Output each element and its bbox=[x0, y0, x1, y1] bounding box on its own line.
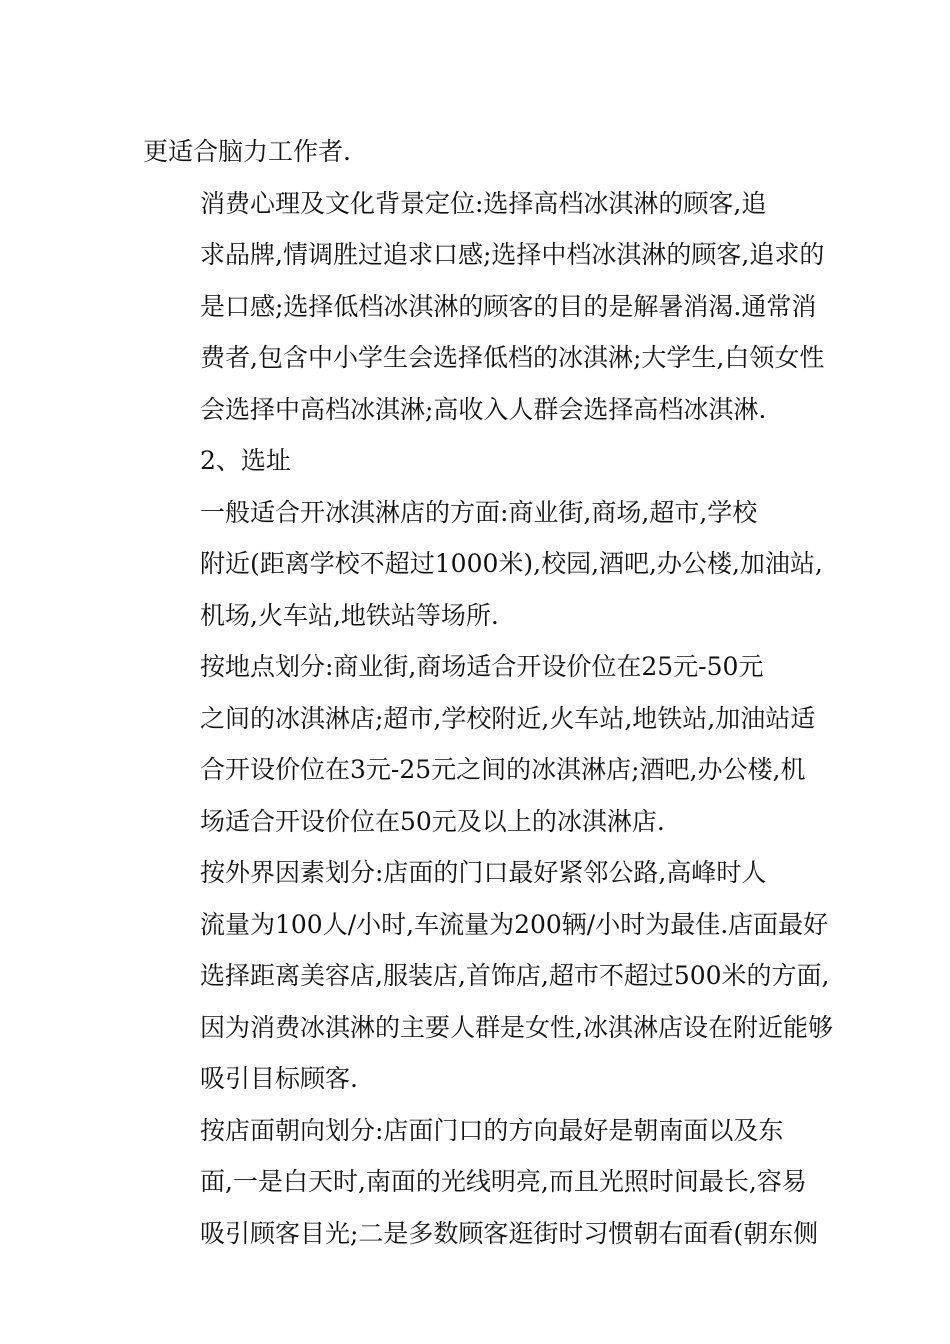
text-line: 流量为100人/小时,车流量为200辆/小时为最佳.店面最好 bbox=[200, 909, 829, 939]
paragraph-external-factors bbox=[143, 847, 833, 1105]
text-line: 合开设价位在3元-25元之间的冰淇淋店;酒吧,办公楼,机 bbox=[200, 755, 806, 784]
text-line: 更适合脑力工作者. bbox=[143, 137, 351, 166]
text-line: 费者,包含中小学生会选择低档的冰淇淋;大学生,白领女性 bbox=[200, 343, 825, 372]
text-line: 选择距离美容店,服装店,首饰店,超市不超过500米的方面, bbox=[200, 961, 830, 990]
text-line: 之间的冰淇淋店;超市,学校附近,火车站,地铁站,加油站适 bbox=[200, 703, 816, 733]
text-line: 按外界因素划分:店面的门口最好紧邻公路,高峰时人 bbox=[200, 858, 767, 887]
text-line: 吸引目标顾客. bbox=[200, 1064, 358, 1093]
text-line: 消费心理及文化背景定位:选择高档冰淇淋的顾客,追 bbox=[200, 188, 767, 218]
document-body bbox=[143, 126, 833, 1259]
paragraph-continuation bbox=[143, 126, 808, 178]
text-line: 会选择中高档冰淇淋;高收入人群会选择高档冰淇淋. bbox=[200, 394, 767, 424]
paragraph-storefront-orientation bbox=[143, 1105, 819, 1260]
paragraph-consumer-psychology bbox=[143, 178, 825, 436]
text-line: 一般适合开冰淇淋店的方面:商业街,商场,超市,学校 bbox=[200, 497, 758, 527]
text-line: 场适合开设价位在50元及以上的冰淇淋店. bbox=[200, 806, 665, 836]
text-line: 面,一是白天时,南面的光线明亮,而且光照时间最长,容易 bbox=[200, 1167, 807, 1196]
section-heading bbox=[143, 435, 808, 487]
text-line: 按店面朝向划分:店面门口的方向最好是朝南面以及东 bbox=[200, 1115, 784, 1145]
text-line: 按地点划分:商业街,商场适合开设价位在25元-50元 bbox=[200, 652, 764, 681]
text-line: 因为消费冰淇淋的主要人群是女性,冰淇淋店设在附近能够 bbox=[200, 1012, 833, 1042]
heading-text: 2、选址 bbox=[200, 446, 291, 475]
text-line: 附近(距离学校不超过1000米),校园,酒吧,办公楼,加油站, bbox=[200, 549, 823, 578]
text-line: 是口感;选择低档冰淇淋的顾客的目的是解暑消渴.通常消 bbox=[200, 291, 817, 321]
paragraph-suitable-locations bbox=[143, 487, 823, 642]
text-line: 机场,火车站,地铁站等场所. bbox=[200, 600, 499, 630]
text-line: 吸引顾客目光;二是多数顾客逛街时习惯朝右面看(朝东侧 bbox=[200, 1218, 819, 1248]
paragraph-by-location bbox=[143, 641, 816, 847]
text-line: 求品牌,情调胜过追求口感;选择中档冰淇淋的顾客,追求的 bbox=[200, 240, 825, 269]
